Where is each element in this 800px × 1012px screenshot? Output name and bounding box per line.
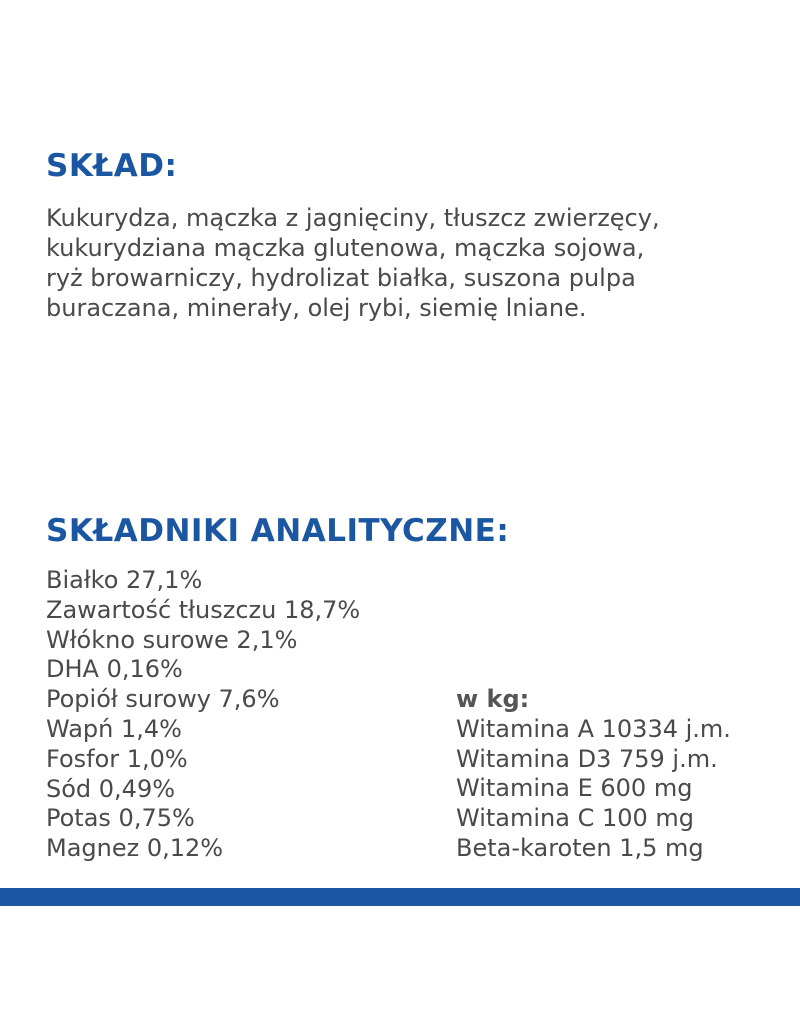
constituent-item: Potas 0,75% bbox=[46, 804, 195, 833]
constituent-item: Magnez 0,12% bbox=[46, 834, 224, 863]
vitamin-item: Witamina A 10334 j.m. bbox=[456, 714, 731, 743]
per-kg-label: w kg: bbox=[456, 685, 530, 713]
vitamins-list bbox=[456, 685, 731, 864]
composition-text: Kukurydza, mączka z jagnięciny, tłuszcz zwierzęcy, kukurydziana mączka glutenowa, mączka sojowa, ryż browarniczy, hydrolizat białka, suszona pulpa buraczana, minerały, olej rybi, siemię lniane. bbox=[46, 204, 660, 322]
constituent-item: Sód 0,49% bbox=[46, 774, 176, 803]
constituent-item: Wapń 1,4% bbox=[46, 714, 182, 743]
composition-heading: SKŁAD: bbox=[46, 148, 178, 184]
bottom-divider-bar bbox=[0, 888, 800, 906]
constituent-item: DHA 0,16% bbox=[46, 655, 183, 684]
vitamin-item: Witamina E 600 mg bbox=[456, 774, 693, 803]
constituent-item: Fosfor 1,0% bbox=[46, 744, 188, 773]
vitamin-item: Witamina D3 759 j.m. bbox=[456, 744, 718, 773]
constituent-item: Zawartość tłuszczu 18,7% bbox=[46, 595, 361, 624]
analytical-heading: SKŁADNIKI ANALITYCZNE: bbox=[46, 513, 510, 549]
analytical-constituents-list bbox=[46, 566, 360, 864]
vitamin-item: Witamina C 100 mg bbox=[456, 804, 695, 833]
constituent-item: Popiół surowy 7,6% bbox=[46, 685, 280, 714]
vitamin-item: Beta-karoten 1,5 mg bbox=[456, 833, 704, 862]
constituent-item: Włókno surowe 2,1% bbox=[46, 625, 298, 654]
constituent-item: Białko 27,1% bbox=[46, 566, 203, 594]
